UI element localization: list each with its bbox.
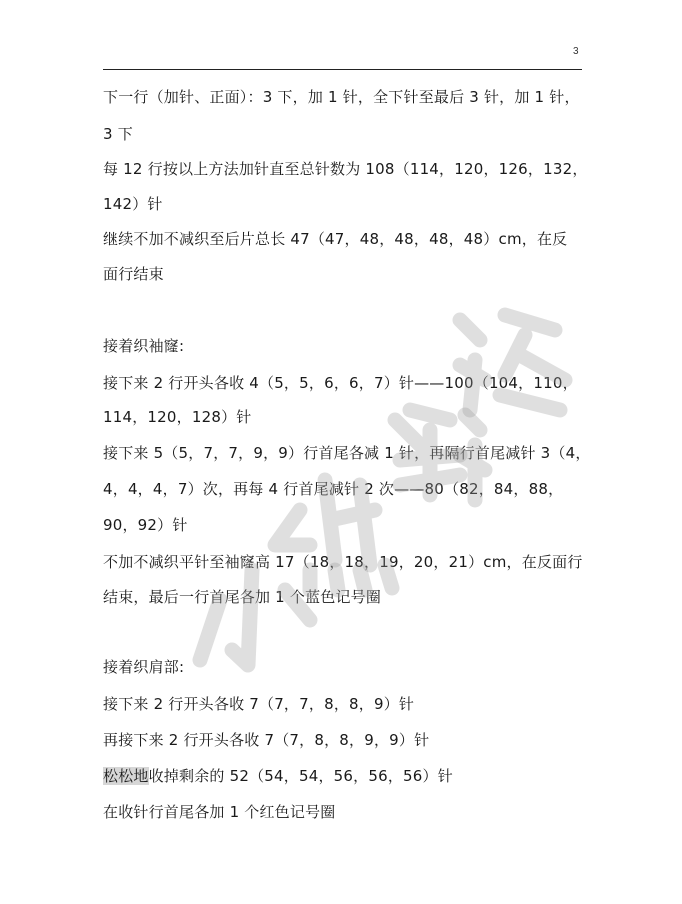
section-heading-shoulder: 接着织肩部: bbox=[103, 658, 185, 676]
text-line: 每 12 行按以上方法加针直至总针数为 108（114，120，126，132， bbox=[103, 160, 588, 178]
text-line: 接下来 5（5，7，7，9，9）行首尾各减 1 针，再隔行首尾减针 3（4， bbox=[103, 444, 591, 462]
text-line: 90，92）针 bbox=[103, 516, 188, 534]
section-heading-armhole: 接着织袖窿: bbox=[103, 337, 185, 355]
page-number: 3 bbox=[573, 46, 579, 57]
text-line: 4，4，4，7）次，再每 4 行首尾减针 2 次——80（82，84，88， bbox=[103, 480, 564, 498]
text-line: 结束，最后一行首尾各加 1 个蓝色记号圈 bbox=[103, 588, 382, 606]
text-line: 接下来 2 行开头各收 7（7，7，8，8，9）针 bbox=[103, 695, 415, 713]
text-line: 继续不加不减织至后片总长 47（47，48，48，48，48）cm，在反 bbox=[103, 230, 568, 248]
header-rule bbox=[103, 69, 582, 70]
text-line: 在收针行首尾各加 1 个红色记号圈 bbox=[103, 803, 336, 821]
text-line-rest: 收掉剩余的 52（54，54，56，56，56）针 bbox=[148, 767, 453, 785]
text-line bbox=[103, 766, 453, 786]
text-line: 不加不减织平针至袖窿高 17（18，18，19，20，21）cm，在反面行 bbox=[103, 553, 583, 571]
text-line: 再接下来 2 行开头各收 7（7，8，8，9，9）针 bbox=[103, 731, 430, 749]
text-line: 3 下 bbox=[103, 125, 133, 143]
text-line: 面行结束 bbox=[103, 265, 164, 283]
text-line: 下一行（加针、正面）：3 下，加 1 针，全下针至最后 3 针，加 1 针， bbox=[103, 88, 580, 106]
text-line: 接下来 2 行开头各收 4（5，5，6，6，7）针——100（104，110， bbox=[103, 374, 578, 392]
text-line: 114，120，128）针 bbox=[103, 408, 252, 426]
text-line: 142）针 bbox=[103, 195, 163, 213]
highlighted-text: 松松地 bbox=[103, 767, 149, 785]
